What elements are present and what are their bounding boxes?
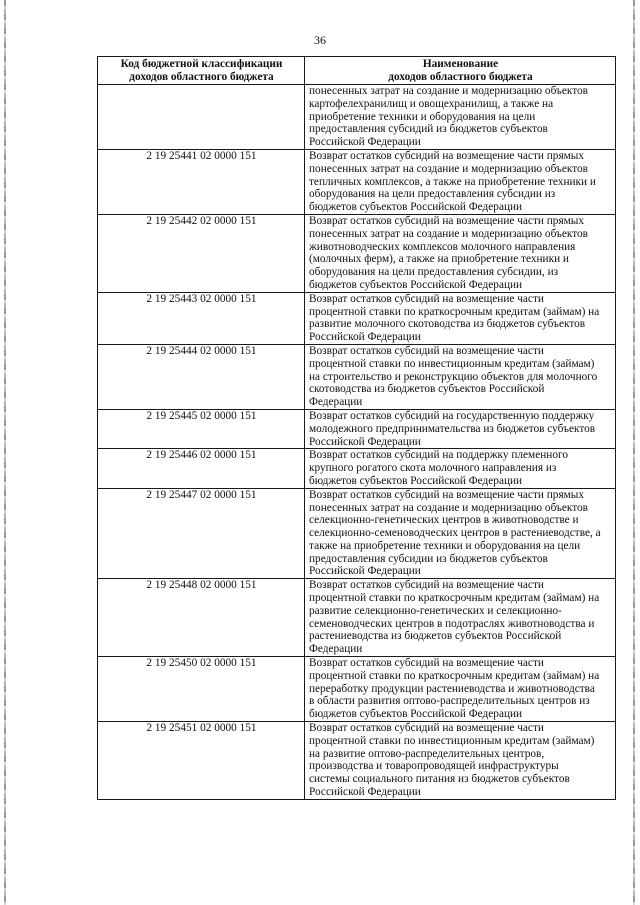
revenue-name-line: системы социального питания из бюджетов субъектов [309, 773, 570, 786]
revenue-name-line: Возврат остатков субсидий на поддержку племенного [309, 449, 568, 462]
revenue-name-line: Возврат остатков субсидий на государственную поддержку [309, 409, 595, 422]
revenue-name-line: развитие селекционно-генетических и селекционно- [309, 604, 562, 617]
revenue-name-line: предоставления субсидий из бюджетов субъектов [309, 123, 548, 136]
revenue-name-line: бюджетов субъектов Российской Федерации [309, 278, 523, 291]
revenue-name-line: предоставления субсидии из бюджетов субъектов [309, 552, 548, 565]
revenue-name-line: селекционно-генетических центров в животноводстве и [309, 514, 579, 527]
revenue-name-cell [305, 488, 616, 579]
revenue-name-cell [305, 214, 616, 292]
revenue-name-line: Федерации [309, 643, 363, 656]
header-name-line: доходов областного бюджета [388, 70, 533, 83]
revenue-name-cell [305, 292, 616, 344]
revenue-name-cell [305, 449, 616, 488]
table-row [98, 344, 616, 409]
revenue-name-cell [305, 85, 616, 150]
budget-classification-table [97, 56, 616, 800]
revenue-name-line: Федерации [309, 396, 363, 409]
revenue-name-line: понесенных затрат на создание и модернизацию объектов [309, 227, 588, 240]
table-row [98, 409, 616, 448]
revenue-name-line: бюджетов субъектов Российской Федерации [309, 201, 523, 214]
table-row [98, 292, 616, 344]
budget-code-cell [98, 85, 305, 150]
table-row [98, 449, 616, 488]
scan-edge-right [633, 0, 635, 905]
table-row [98, 579, 616, 657]
revenue-name-line: переработку продукции растениеводства и животноводства [309, 682, 595, 695]
table-row [98, 214, 616, 292]
scan-edge-left [4, 0, 6, 905]
revenue-name-line: развитие молочного скотоводства из бюджетов субъектов [309, 318, 586, 331]
budget-code-cell: 2 19 25450 02 0000 151 [98, 657, 305, 722]
revenue-name-line: Российской Федерации [309, 331, 421, 344]
revenue-name-line: (молочных ферм), а также на приобретение техники и [309, 253, 569, 266]
budget-code-cell: 2 19 25447 02 0000 151 [98, 488, 305, 579]
table-header-row [98, 57, 616, 85]
revenue-name-line: крупного рогатого скота молочного направления из [309, 462, 557, 475]
budget-code-cell: 2 19 25446 02 0000 151 [98, 449, 305, 488]
revenue-name-line: понесенных затрат на создание и модернизацию объектов [309, 85, 588, 97]
revenue-name-line: в области развития оптово-распределительных центров из [309, 695, 590, 708]
revenue-name-line: селекционно-семеноводческих центров в растениеводстве, а [309, 527, 601, 540]
revenue-name-line: Российской Федерации [309, 435, 421, 448]
revenue-name-cell [305, 344, 616, 409]
revenue-name-line: бюджетов субъектов Российской Федерации [309, 708, 523, 721]
revenue-name-line: растениеводства из бюджетов субъектов Российской [309, 630, 562, 643]
revenue-name-line: понесенных затрат на создание и модернизацию объектов [309, 501, 588, 514]
budget-code-cell: 2 19 25443 02 0000 151 [98, 292, 305, 344]
header-code-line: доходов областного бюджета [129, 70, 274, 83]
header-name-line: Наименование [422, 58, 499, 70]
revenue-name-line: понесенных затрат на создание и модернизацию объектов [309, 162, 588, 175]
header-code-line: Код бюджетной классификации [120, 58, 283, 70]
budget-code-cell: 2 19 25448 02 0000 151 [98, 579, 305, 657]
header-code [98, 57, 305, 85]
revenue-name-line: приобретение техники и оборудования на цели [309, 110, 536, 123]
revenue-name-line: Возврат остатков субсидий на возмещение части [309, 722, 544, 735]
revenue-name-line: тепличных комплексов, а также на приобретение техники и [309, 175, 596, 188]
revenue-name-line: Российской Федерации [309, 786, 421, 799]
table-row [98, 488, 616, 579]
revenue-name-line: процентной ставки по краткосрочным кредитам (займам) на [309, 669, 600, 682]
revenue-name-line: процентной ставки по краткосрочным кредитам (займам) на [309, 305, 600, 318]
revenue-name-line: Возврат остатков субсидий на возмещение части прямых [309, 149, 585, 162]
page-number: 36 [314, 33, 326, 47]
revenue-name-line: Возврат остатков субсидий на возмещение части [309, 344, 544, 357]
revenue-name-line: молодежного предпринимательства из бюджетов субъектов [309, 422, 596, 435]
table-body [98, 85, 616, 800]
revenue-name-line: процентной ставки по краткосрочным кредитам (займам) на [309, 592, 600, 605]
table-row [98, 149, 616, 214]
revenue-name-cell [305, 149, 616, 214]
budget-code-cell: 2 19 25444 02 0000 151 [98, 344, 305, 409]
revenue-name-cell [305, 579, 616, 657]
budget-code-cell: 2 19 25442 02 0000 151 [98, 214, 305, 292]
revenue-name-line: на строительство и реконструкцию объектов для молочного [309, 370, 598, 383]
revenue-name-line: Возврат остатков субсидий на возмещение части [309, 579, 544, 592]
revenue-name-line: Российской Федерации [309, 565, 421, 578]
revenue-name-line: Возврат остатков субсидий на возмещение части прямых [309, 214, 585, 227]
revenue-name-line: оборудования на цели предоставления субсидии, из [309, 266, 559, 279]
revenue-name-line: картофелехранилищ и овощехранилищ, а также на [309, 97, 554, 110]
revenue-name-line: Возврат остатков субсидий на возмещение части [309, 292, 544, 305]
revenue-name-cell [305, 409, 616, 448]
revenue-name-line: на развитие оптово-распределительных центров, [309, 747, 545, 760]
revenue-name-line: скотоводства из бюджетов субъектов Российской [309, 383, 545, 396]
table-row [98, 657, 616, 722]
revenue-name-line: семеноводческих центров в подотраслях животноводства и [309, 617, 595, 630]
revenue-name-line: процентной ставки по инвестиционным кредитам (займам) [309, 357, 595, 370]
table-row [98, 85, 616, 150]
revenue-name-line: Возврат остатков субсидий на возмещение части прямых [309, 488, 585, 501]
budget-code-cell: 2 19 25451 02 0000 151 [98, 722, 305, 800]
revenue-name-line: процентной ставки по инвестиционным кредитам (займам) [309, 734, 595, 747]
header-name [305, 57, 616, 85]
revenue-name-line: также на приобретение техники и оборудования на цели [309, 539, 581, 552]
revenue-name-cell [305, 657, 616, 722]
budget-code-cell: 2 19 25445 02 0000 151 [98, 409, 305, 448]
budget-code-cell: 2 19 25441 02 0000 151 [98, 149, 305, 214]
revenue-name-line: бюджетов субъектов Российской Федерации [309, 474, 523, 487]
revenue-name-line: оборудования на цели предоставления субсидии из [309, 188, 556, 201]
table-row [98, 722, 616, 800]
revenue-name-line: Возврат остатков субсидий на возмещение части [309, 657, 544, 670]
revenue-name-line: Российской Федерации [309, 136, 421, 149]
revenue-name-cell [305, 722, 616, 800]
revenue-name-line: производства и товаропроводящей инфраструктуры [309, 760, 559, 773]
revenue-name-line: животноводческих комплексов молочного направления [309, 240, 576, 253]
